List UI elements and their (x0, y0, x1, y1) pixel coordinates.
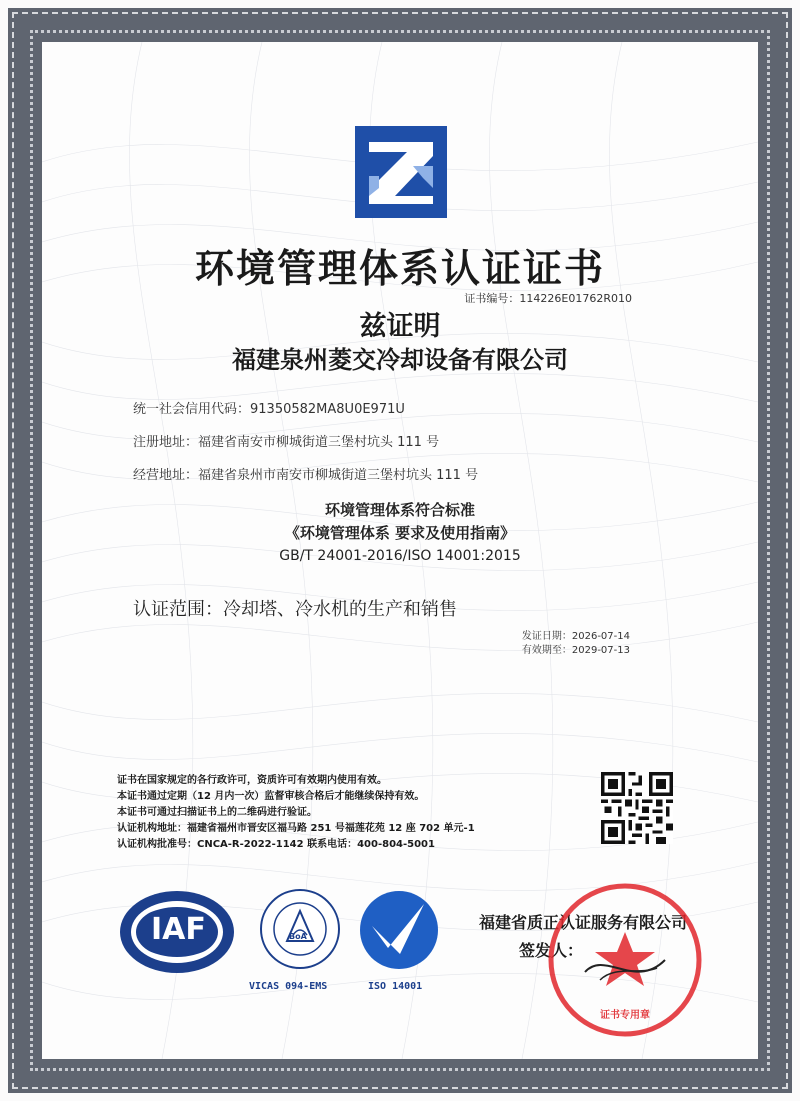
expiry-date: 有效期至：2029-07-13 (521, 645, 630, 656)
note-line: 本证书可通过扫描证书上的二维码进行验证。 (117, 807, 317, 818)
signer-label: 签发人： (519, 941, 584, 960)
iso-label: ISO 14001 (368, 981, 423, 992)
certifier-logo-icon (355, 126, 447, 218)
certificate-title: 环境管理体系认证证书 (194, 247, 605, 292)
note-line: 本证书通过定期（12 月内一次）监督审核合格后才能继续保持有效。 (117, 791, 425, 802)
boa-badge-text: BoA (289, 932, 307, 941)
vicas-label: VICAS 094-EMS (249, 981, 328, 992)
note-line: 证书在国家规定的各行政许可，资质许可有效期内使用有效。 (117, 775, 387, 786)
business-address: 经营地址：福建省泉州市南安市柳城街道三堡村坑头 111 号 (133, 468, 479, 483)
standard-title: 环境管理体系符合标准 (324, 501, 475, 519)
seal-bottom-text: 证书专用章 (600, 1010, 650, 1021)
certificate-number: 证书编号：114226E01762R010 (464, 292, 632, 305)
standard-name: 《环境管理体系 要求及使用指南》 (284, 524, 516, 542)
iso-14001-badge-icon (358, 886, 440, 974)
certificate-content (42, 42, 758, 1059)
certificate-notes (117, 773, 475, 853)
issuer-name: 福建省质正认证服务有限公司 (479, 913, 688, 932)
issue-date: 发证日期：2026-07-14 (521, 631, 630, 642)
company-name: 福建泉州菱交冷却设备有限公司 (232, 346, 568, 374)
hereby-certify: 兹证明 (359, 311, 441, 342)
boa-accreditation-badge-icon (259, 883, 341, 975)
certification-scope: 认证范围：冷却塔、冷水机的生产和销售 (133, 599, 457, 620)
validity-dates (522, 630, 630, 658)
registered-address: 注册地址：福建省南安市柳城街道三堡村坑头 111 号 (133, 435, 440, 450)
note-line: 认证机构批准号：CNCA-R-2022-1142 联系电话：400-804-5001 (117, 839, 435, 850)
standard-code: GB/T 24001-2016/ISO 14001:2015 (279, 548, 521, 564)
note-line: 认证机构地址：福建省福州市晋安区福马路 251 号福莲花苑 12 座 702 单元-1 (117, 823, 475, 834)
iaf-badge-text: IAF (151, 912, 206, 947)
verification-qr-code-icon[interactable] (601, 772, 673, 844)
credit-code: 统一社会信用代码：91350582MA8U0E971U (133, 402, 405, 417)
